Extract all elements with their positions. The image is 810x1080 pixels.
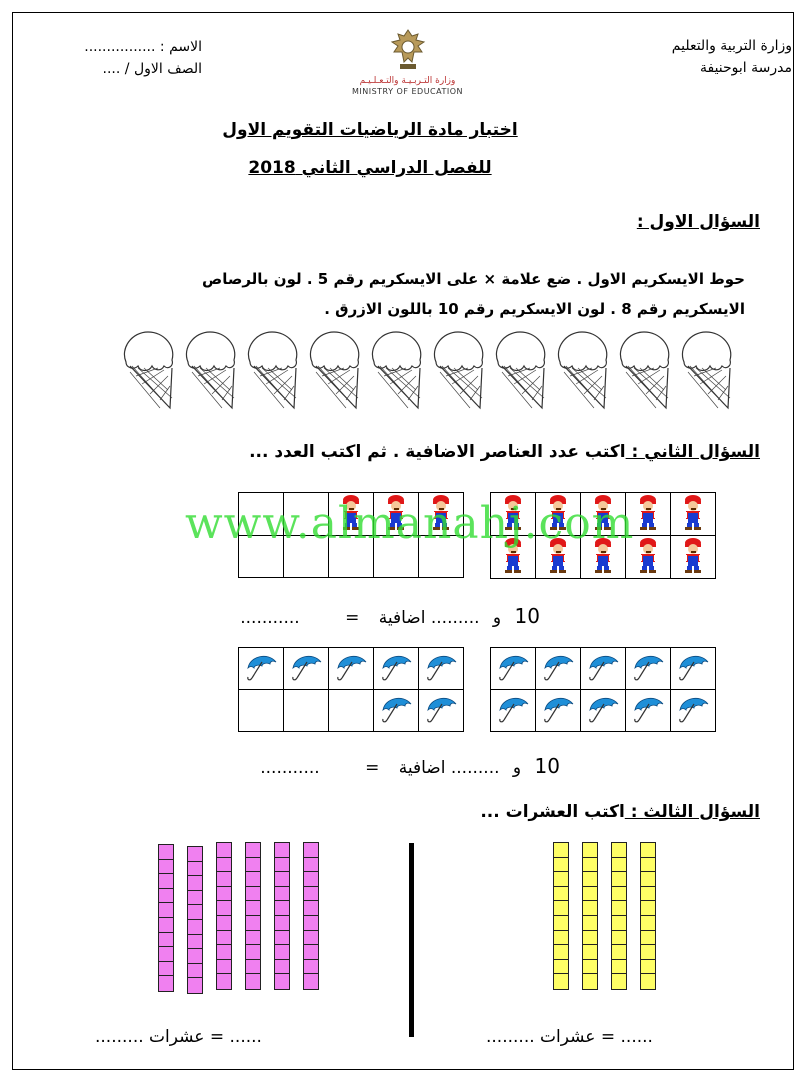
eq1-extra-blank[interactable]: .........: [430, 608, 480, 628]
umbrella-icon: [586, 709, 620, 728]
ice-cream-icon[interactable]: [118, 328, 180, 418]
eq1-extra-word: اضافية: [378, 608, 426, 628]
umbrella-icon: [496, 667, 530, 686]
q3-answer-left[interactable]: ...... = عشرات .........: [95, 1027, 262, 1047]
ice-cream-icon[interactable]: [242, 328, 304, 418]
mario-icon: [680, 516, 706, 535]
ten-frame-cell: [491, 648, 536, 690]
ten-frame-cell: [239, 648, 284, 690]
q2-heading: [249, 442, 760, 462]
ministry-logo: [345, 28, 470, 97]
umbrella-icon: [676, 667, 710, 686]
ministry-name: وزارة التربية والتعليم: [671, 38, 792, 54]
mario-icon: [680, 559, 706, 578]
mario-icon: [635, 516, 661, 535]
q1-heading: السؤال الاول :: [636, 212, 760, 232]
umbrella-icon: [631, 667, 665, 686]
ten-frame-full-2: [490, 647, 716, 732]
student-info: [52, 36, 202, 80]
mario-icon: [590, 559, 616, 578]
tens-rods-left: [158, 842, 328, 1004]
tens-rod: [274, 842, 290, 990]
eq2-and: و: [512, 758, 522, 778]
tens-rod: [187, 846, 203, 994]
ten-frame-cell: [329, 648, 374, 690]
ice-cream-icon[interactable]: [304, 328, 366, 418]
tens-rod: [303, 842, 319, 990]
ten-frame-cell: [536, 690, 581, 732]
tens-rod: [582, 842, 598, 990]
ten-frame-cell: [626, 690, 671, 732]
q1-instructions: [65, 264, 745, 324]
mario-icon: [500, 559, 526, 578]
ten-frame-cell: [284, 648, 329, 690]
watermark: www.almanahj.com: [185, 498, 635, 549]
tens-rod: [158, 844, 174, 992]
mario-icon: [545, 559, 571, 578]
q2-equation-2: [180, 754, 560, 778]
tens-rod: [553, 842, 569, 990]
ten-frame-cell: [581, 648, 626, 690]
logo-arabic-text: وزارة التـربـيـة والتـعـلـيـم: [359, 76, 456, 86]
ice-cream-row: [118, 328, 738, 418]
ten-frame-cell: [536, 648, 581, 690]
eq2-extra-word: اضافية: [398, 758, 446, 778]
ten-frame-cell: [374, 690, 419, 732]
umbrella-icon: [586, 667, 620, 686]
q2-equation-1: [160, 604, 540, 628]
ice-cream-icon[interactable]: [552, 328, 614, 418]
emblem-icon: [388, 28, 428, 72]
ten-frame-cell: [671, 648, 716, 690]
ten-frame-cell: [419, 648, 464, 690]
umbrella-icon: [334, 667, 368, 686]
ten-frame-cell: [671, 690, 716, 732]
eq2-ten: 10: [534, 754, 560, 778]
q3-heading-text: اكتب العشرات ...: [480, 802, 625, 822]
tens-rod: [245, 842, 261, 990]
ten-frame-cell: [374, 648, 419, 690]
eq1-ten: 10: [514, 604, 540, 628]
ten-frame-cell: [626, 648, 671, 690]
ten-frame-cell: [284, 690, 329, 732]
mario-icon: [635, 559, 661, 578]
ten-frame-cell: [491, 690, 536, 732]
umbrella-icon: [424, 709, 458, 728]
q2-heading-label: السؤال الثاني: [644, 442, 760, 462]
exam-subtitle: للفصل الدراسي الثاني 2018: [248, 158, 492, 178]
umbrella-icon: [424, 667, 458, 686]
ministry-header: [672, 35, 792, 79]
eq1-equals: =: [345, 608, 360, 628]
eq2-equals: =: [365, 758, 380, 778]
exam-title: اختبار مادة الرياضيات التقويم الاول: [222, 120, 518, 140]
ten-frame-cell: [419, 690, 464, 732]
umbrella-icon: [379, 667, 413, 686]
tens-rod: [216, 842, 232, 990]
eq2-total-blank[interactable]: ...........: [260, 758, 320, 778]
umbrella-icon: [541, 667, 575, 686]
umbrella-icon: [496, 709, 530, 728]
ten-frame-cell: [581, 690, 626, 732]
eq1-and: و: [492, 608, 502, 628]
q3-answer-right[interactable]: ...... = عشرات .........: [486, 1027, 653, 1047]
q2-heading-sep: :: [625, 442, 645, 462]
ice-cream-icon[interactable]: [676, 328, 738, 418]
q3-heading-label: السؤال الثالث: [643, 802, 760, 822]
ten-frame-cell: [671, 536, 716, 579]
ten-frame-cell: [671, 493, 716, 536]
logo-english-text: MINISTRY OF EDUCATION: [351, 87, 464, 96]
q3-heading-sep: :: [624, 802, 644, 822]
q3-heading: [480, 802, 760, 822]
q2-heading-text: اكتب عدد العناصر الاضافية . ثم اكتب العدد ...: [249, 442, 626, 462]
ice-cream-icon[interactable]: [366, 328, 428, 418]
ice-cream-icon[interactable]: [614, 328, 676, 418]
q1-instruction-line2: الايسكريم رقم 8 . لون الايسكريم رقم 10 باللون الازرق .: [324, 300, 745, 318]
school-name: مدرسة ابوحنيفة: [699, 60, 792, 76]
q1-instruction-line1: حوط الايسكريم الاول . ضع علامة × على الايسكريم رقم 5 . لون بالرصاص: [202, 270, 745, 288]
umbrella-icon: [631, 709, 665, 728]
ten-frame-extra-2: [238, 647, 464, 732]
ice-cream-icon[interactable]: [180, 328, 242, 418]
umbrella-icon: [379, 709, 413, 728]
ice-cream-icon[interactable]: [490, 328, 552, 418]
student-name-field[interactable]: الاسم : ................: [84, 39, 202, 55]
umbrella-icon: [244, 667, 278, 686]
umbrella-icon: [541, 709, 575, 728]
divider-line: [409, 843, 414, 1037]
eq1-total-blank[interactable]: ...........: [240, 608, 300, 628]
tens-rod: [611, 842, 627, 990]
tens-rods-right: [553, 842, 663, 1004]
tens-rod: [640, 842, 656, 990]
umbrella-icon: [289, 667, 323, 686]
eq2-extra-blank[interactable]: .........: [450, 758, 500, 778]
ten-frame-cell: [329, 690, 374, 732]
umbrella-icon: [676, 709, 710, 728]
ice-cream-icon[interactable]: [428, 328, 490, 418]
ten-frame-cell: [239, 690, 284, 732]
student-class-field[interactable]: الصف الاول / ....: [102, 61, 202, 77]
